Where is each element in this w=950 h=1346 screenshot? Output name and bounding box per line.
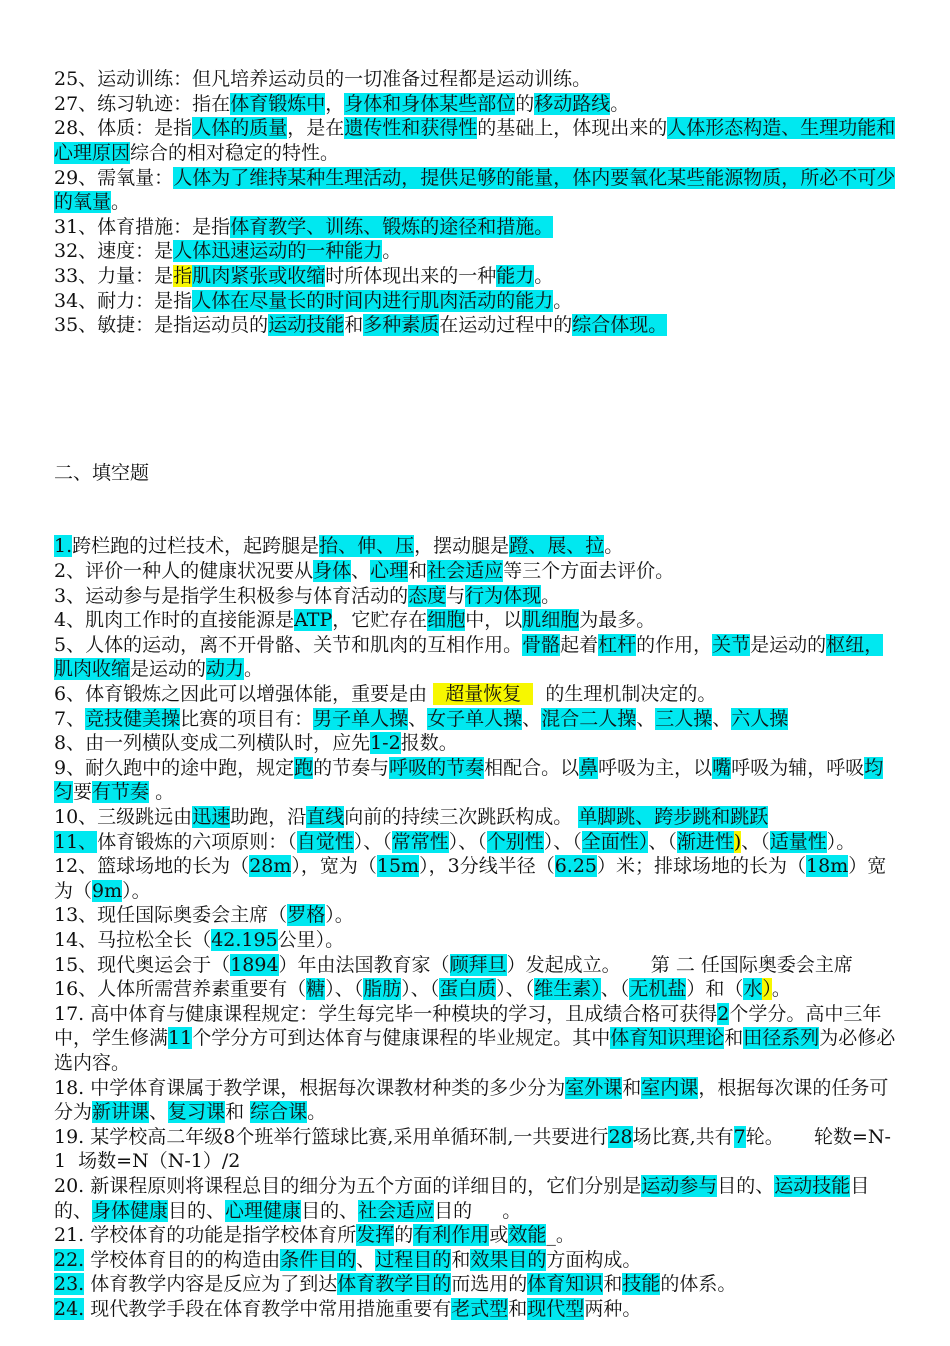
highlighted-text: 15m bbox=[376, 855, 420, 878]
text-segment: ），宽为（ bbox=[291, 855, 377, 878]
highlighted-text: 肌肉紧张或收缩 bbox=[192, 264, 326, 287]
definition-item bbox=[54, 166, 900, 215]
text-segment: 报数。 bbox=[400, 732, 458, 755]
text-segment: 为必修必选内容。 bbox=[54, 1027, 896, 1074]
text-segment: 18. 中学体育课属于教学课，根据每次课教材种类的多少分为 bbox=[54, 1076, 566, 1099]
text-segment: 和 bbox=[622, 1076, 642, 1099]
text-segment: 32、速度：是 bbox=[54, 240, 174, 263]
highlighted-text: ） bbox=[762, 978, 772, 1001]
text-segment: 6、体育锻炼之因此可以增强体能，重要是由 bbox=[54, 683, 434, 706]
text-segment: 10、三级跳远由 bbox=[54, 806, 193, 828]
text-segment: 20. 新课程原则将课程总目的细分为五个方面的详细目的，它们分别是 bbox=[54, 1174, 642, 1197]
fill-blank-section bbox=[54, 534, 900, 1321]
text-segment: ）、（ bbox=[325, 978, 364, 1001]
text-segment: 跨栏跑的过栏技术，起跨腿是 bbox=[72, 535, 320, 558]
text-segment: 助跑，沿 bbox=[230, 806, 307, 828]
text-segment: ）米；排球场地的长为（ bbox=[597, 855, 807, 878]
text-segment: 体育教学内容是反应为了到达 bbox=[84, 1273, 338, 1296]
text-segment: 28、体质：是指 bbox=[54, 117, 193, 140]
fill-blank-item bbox=[54, 1002, 900, 1076]
text-segment: 起着 bbox=[560, 633, 599, 656]
text-segment: 的 bbox=[515, 92, 535, 115]
text-segment: 35、敏捷：是指运动员的 bbox=[54, 314, 269, 337]
highlighted-text: 男子单人操 bbox=[313, 707, 409, 730]
highlighted-text: 维生素） bbox=[534, 978, 601, 1001]
text-segment: ，是在 bbox=[287, 117, 345, 140]
text-segment: ）。 bbox=[325, 904, 354, 927]
definition-item bbox=[54, 264, 900, 289]
highlighted-text: 心理健康 bbox=[225, 1199, 302, 1222]
text-segment: 和 bbox=[408, 560, 428, 583]
text-segment: 7、 bbox=[54, 707, 86, 730]
text-segment: 是运动的 bbox=[130, 658, 207, 681]
blank-line bbox=[54, 387, 900, 412]
text-segment: 9、耐久跑中的途中跑，规定 bbox=[54, 756, 295, 779]
highlighted-text: 1-2 bbox=[370, 732, 401, 755]
text-segment: 比赛的项目有： bbox=[180, 707, 314, 730]
text-segment: 呼吸为辅，呼吸 bbox=[731, 756, 865, 779]
text-segment: 和 bbox=[508, 1297, 528, 1320]
text-segment: 体育锻炼的六项原则：（ bbox=[97, 830, 297, 853]
text-segment: 、 bbox=[351, 560, 371, 583]
highlighted-text: 条件目的 bbox=[280, 1248, 357, 1271]
highlighted-text: ) bbox=[733, 830, 742, 853]
text-segment: 个学分。高中三年中，学生修满 bbox=[54, 1002, 882, 1050]
fill-blank-item bbox=[54, 731, 900, 756]
highlighted-text: 均匀 bbox=[54, 756, 884, 804]
highlighted-text: 社会适应 bbox=[427, 560, 504, 583]
text-segment: 31、体育措施：是指 bbox=[54, 215, 231, 238]
text-segment: ， bbox=[325, 92, 345, 115]
highlighted-text: ATP bbox=[294, 609, 333, 632]
highlighted-text: 糖 bbox=[306, 978, 326, 1001]
highlighted-text: 28m bbox=[249, 855, 292, 878]
text-segment: 29、需氧量： bbox=[54, 166, 174, 189]
highlighted-text: 跑 bbox=[294, 756, 314, 779]
text-segment: 、 bbox=[149, 1101, 169, 1124]
definition-item bbox=[54, 67, 900, 92]
highlighted-text: 有节奏 bbox=[92, 781, 150, 804]
text-segment: 。 bbox=[771, 978, 791, 1001]
highlighted-text: 枢纽，肌肉收缩 bbox=[54, 633, 884, 681]
highlighted-text: 适量性 bbox=[769, 830, 827, 853]
fill-blank-item bbox=[54, 1272, 900, 1297]
highlighted-text: 嘴 bbox=[712, 756, 732, 779]
text-segment: 呼吸为主，以 bbox=[598, 756, 713, 779]
highlighted-text: 水 bbox=[743, 978, 763, 1001]
text-segment: 14、马拉松全长（ bbox=[54, 928, 212, 951]
text-segment: 的 bbox=[394, 1224, 414, 1247]
highlighted-text: 运动技能 bbox=[268, 314, 345, 337]
text-segment: ）。 bbox=[826, 830, 856, 853]
highlighted-text: 蛋白质 bbox=[439, 978, 497, 1001]
text-segment: 、 bbox=[408, 707, 428, 730]
text-segment: 的体系。 bbox=[660, 1273, 737, 1296]
text-segment: 。 bbox=[604, 535, 624, 558]
text-segment: 。 bbox=[382, 240, 402, 263]
highlighted-text: 个别性 bbox=[486, 830, 544, 853]
fill-blank-item bbox=[54, 1297, 900, 1322]
text-segment: 4、肌肉工作时的直接能源是 bbox=[54, 609, 295, 632]
text-segment: 目的 。 bbox=[434, 1199, 522, 1222]
highlighted-text: 身体健康 bbox=[92, 1199, 169, 1222]
highlighted-text: 7 bbox=[733, 1125, 746, 1148]
text-segment: 轮。 轮数=N-1 场数=N（N-1）/2 bbox=[54, 1125, 891, 1173]
highlighted-text: 无机盐 bbox=[629, 978, 687, 1001]
text-segment: 方面构成。 bbox=[546, 1248, 642, 1271]
fill-blank-item bbox=[54, 1125, 900, 1174]
definition-item bbox=[54, 215, 900, 240]
fill-blank-item bbox=[54, 953, 900, 978]
highlighted-text: 三人操 bbox=[655, 707, 713, 730]
highlighted-text: 复习课 bbox=[168, 1101, 226, 1124]
highlighted-text: 23. bbox=[54, 1273, 85, 1296]
highlighted-text: 全面性） bbox=[581, 830, 649, 853]
text-segment: 目的、 bbox=[54, 1174, 870, 1222]
text-segment: 5、人体的运动，离不开骨骼、关节和肌肉的互相作用。 bbox=[54, 633, 523, 656]
highlighted-text: 人体迅速运动的一种能力 bbox=[173, 240, 383, 263]
text-segment: 。 bbox=[610, 92, 630, 115]
highlighted-text: 脂肪 bbox=[363, 978, 402, 1001]
highlighted-text: 42.195 bbox=[211, 928, 278, 951]
text-segment: 、 bbox=[636, 707, 656, 730]
text-segment: 或 bbox=[489, 1224, 509, 1247]
highlighted-text: 竞技健美操 bbox=[85, 707, 181, 730]
text-segment: 15、现代奥运会于（ bbox=[54, 953, 231, 976]
highlighted-text: 室外课 bbox=[565, 1076, 623, 1099]
text-segment: 和 bbox=[225, 1101, 251, 1124]
highlighted-text: 混合二人操 bbox=[541, 707, 637, 730]
text-segment: 。 bbox=[244, 658, 264, 681]
text-segment: 的节奏与 bbox=[313, 756, 390, 779]
highlighted-text: 24. bbox=[54, 1297, 85, 1320]
text-segment: ，根据每次课的任务可分为 bbox=[54, 1076, 889, 1124]
text-segment: 的基础上，体现出来的 bbox=[477, 117, 668, 140]
text-segment: 等三个方面去评价。 bbox=[503, 560, 675, 583]
text-segment: ）、（ bbox=[448, 830, 487, 853]
highlighted-text: 移动路线 bbox=[534, 92, 611, 115]
highlighted-text: 2 bbox=[717, 1002, 730, 1025]
highlighted-text: 顾拜旦 bbox=[449, 953, 507, 976]
highlighted-text: 身体和身体某些部位 bbox=[344, 92, 516, 115]
text-segment: 场比赛,共有 bbox=[632, 1125, 734, 1148]
fill-blank-item bbox=[54, 830, 900, 855]
highlighted-text: 多种素质 bbox=[363, 314, 440, 337]
text-segment: 在运动过程中的 bbox=[439, 314, 573, 337]
highlighted-text: 过程目的 bbox=[375, 1248, 452, 1271]
highlighted-text: 效果目的 bbox=[470, 1248, 547, 1271]
highlighted-text: 直线 bbox=[306, 806, 345, 828]
text-segment: 33、力量：是 bbox=[54, 264, 174, 287]
highlighted-text: 渐进性 bbox=[676, 830, 734, 853]
text-segment: 。 bbox=[149, 781, 175, 804]
definition-item bbox=[54, 313, 900, 338]
text-segment: 要 bbox=[73, 781, 93, 804]
text-segment: 16、人体所需营养素重要有（ bbox=[54, 978, 307, 1001]
text-segment: _。 bbox=[546, 1224, 575, 1247]
highlighted-text: 人体为了维持某种生理活动，提供足够的能量，体内要氧化某些能源物质，所必不可少的氧量 bbox=[54, 166, 896, 214]
text-segment: ）、（ bbox=[496, 978, 535, 1001]
text-segment: 、 bbox=[522, 707, 542, 730]
text-segment: ）、（ bbox=[353, 830, 392, 853]
text-segment: ），3分线半径（ bbox=[419, 855, 555, 878]
highlighted-text: 指 bbox=[173, 264, 193, 287]
highlighted-text: 人体的质量 bbox=[192, 117, 288, 140]
text-segment: ）、（ bbox=[543, 830, 582, 853]
highlighted-text: 自觉性 bbox=[296, 830, 354, 853]
highlighted-text: 老式型 bbox=[451, 1297, 509, 1320]
highlighted-text: 6.25 bbox=[554, 855, 598, 878]
highlighted-text: 心理 bbox=[370, 560, 409, 583]
highlighted-text: 常常性 bbox=[391, 830, 449, 853]
fill-blank-item bbox=[54, 633, 900, 682]
text-segment: 和 bbox=[451, 1248, 471, 1271]
section-title: 二、填空题 bbox=[54, 461, 150, 484]
highlighted-text: 11 bbox=[168, 1027, 193, 1050]
highlighted-text: 技能 bbox=[622, 1273, 661, 1296]
text-segment: 、 bbox=[356, 1248, 376, 1271]
highlighted-text: 骨骼 bbox=[522, 633, 561, 656]
highlighted-text: 行为体现 bbox=[465, 584, 542, 607]
fill-blank-item bbox=[54, 534, 900, 559]
definition-item bbox=[54, 289, 900, 314]
fill-blank-item bbox=[54, 1223, 900, 1248]
text-segment: 3、运动参与是指学生积极参与体育活动的 bbox=[54, 584, 409, 607]
fill-blank-item bbox=[54, 756, 900, 805]
highlighted-text: 9m bbox=[92, 879, 123, 902]
text-segment: 是运动的 bbox=[750, 633, 827, 656]
highlighted-text: 体育知识 bbox=[527, 1273, 604, 1296]
highlighted-text: 运动技能 bbox=[774, 1174, 851, 1197]
highlighted-text: 迅速 bbox=[192, 806, 231, 828]
text-segment: 17. 高中体育与健康课程规定：学生每完毕一种模块的学习，且成绩合格可获得 bbox=[54, 1002, 718, 1025]
text-segment: 相配合。以 bbox=[484, 756, 580, 779]
fill-blank-item bbox=[54, 928, 900, 953]
highlighted-text: 能力 bbox=[496, 264, 535, 287]
text-segment: 。 bbox=[553, 289, 573, 312]
text-segment: 、 bbox=[712, 707, 732, 730]
highlighted-text: 女子单人操 bbox=[427, 707, 523, 730]
text-segment: 2、评价一种人的健康状况要从 bbox=[54, 560, 314, 583]
text-segment: 21. 学校体育的功能是指学校体育所 bbox=[54, 1224, 357, 1247]
text-segment: 。 bbox=[111, 191, 131, 214]
fill-blank-item bbox=[54, 1174, 900, 1223]
highlighted-text: 人体形态构造、生理功能和心理原因 bbox=[54, 117, 896, 164]
highlighted-text: 肌细胞 bbox=[522, 609, 580, 632]
highlighted-text: 田径系列 bbox=[743, 1027, 820, 1050]
highlighted-text: 运动参与 bbox=[641, 1174, 718, 1197]
text-segment: 、（ bbox=[648, 830, 677, 853]
fill-blank-item bbox=[54, 1076, 900, 1125]
definition-item bbox=[54, 239, 900, 264]
text-segment: 为最多。 bbox=[579, 609, 656, 632]
highlighted-text: 11、 bbox=[54, 830, 98, 853]
text-segment: ）宽为（ bbox=[54, 855, 887, 902]
definition-item bbox=[54, 92, 900, 117]
highlighted-text: 综合体现。 bbox=[572, 314, 668, 337]
text-segment: 13、现任国际奥委会主席（ bbox=[54, 904, 288, 927]
highlighted-text: 1894 bbox=[230, 953, 279, 976]
highlighted-text: 体育锻炼中 bbox=[230, 92, 326, 115]
text-segment: 个学分方可到达体育与健康课程的毕业规定。其中 bbox=[192, 1027, 611, 1050]
fill-blank-item bbox=[54, 854, 900, 903]
highlighted-text: 六人操 bbox=[731, 707, 789, 730]
fill-blank-item bbox=[54, 977, 900, 1002]
text-segment: 8、由一列横队变成二列横队时，应先 bbox=[54, 732, 371, 755]
fill-blank-item bbox=[54, 707, 900, 732]
highlighted-text: 罗格 bbox=[287, 904, 326, 927]
highlighted-text: 18m bbox=[806, 855, 849, 878]
text-segment: 、（ bbox=[741, 830, 770, 853]
text-segment: 现代教学手段在体育教学中常用措施重要有 bbox=[84, 1297, 452, 1320]
text-segment: 向前的持续三次跳跃构成。 bbox=[344, 806, 579, 828]
text-segment: 。 bbox=[307, 1101, 327, 1124]
highlighted-text: 体育教学目的 bbox=[337, 1273, 452, 1296]
fill-blank-item bbox=[54, 584, 900, 609]
text-segment: 。 bbox=[541, 584, 561, 607]
text-segment: 和 bbox=[724, 1027, 744, 1050]
highlighted-text: 蹬、展、拉 bbox=[509, 535, 605, 558]
text-segment: 。 bbox=[534, 264, 554, 287]
text-segment: 12、篮球场地的长为（ bbox=[54, 855, 250, 878]
highlighted-text: 杠杆 bbox=[598, 633, 637, 656]
text-segment: ）、（ bbox=[401, 978, 440, 1001]
fill-blank-item bbox=[54, 608, 900, 633]
text-segment: 的作用， bbox=[636, 633, 713, 656]
highlighted-text: 动力 bbox=[206, 658, 245, 681]
highlighted-text: 1. bbox=[54, 535, 73, 558]
text-segment: 与 bbox=[446, 584, 466, 607]
text-segment: 目的、 bbox=[301, 1199, 359, 1222]
text-segment: 34、耐力：是指 bbox=[54, 289, 193, 312]
text-segment: ）年由法国教育家（ bbox=[278, 953, 450, 976]
text-segment: ，它贮存在 bbox=[332, 609, 428, 632]
text-segment: 27、练习轨迹：指在 bbox=[54, 92, 231, 115]
highlighted-text: 现代型 bbox=[527, 1297, 585, 1320]
fill-blank-item bbox=[54, 1248, 900, 1273]
highlighted-text: 体育教学、训练、锻炼的途径和措施。 bbox=[230, 215, 554, 238]
highlighted-text: 身体 bbox=[313, 560, 352, 583]
highlighted-text: 体育知识理论 bbox=[610, 1027, 725, 1050]
fill-blank-item bbox=[54, 903, 900, 928]
text-segment: 25、运动训练：但凡培养运动员的一切准备过程都是运动训练。 bbox=[54, 68, 592, 91]
highlighted-text: 单脚跳、跨步跳和跳跃 bbox=[578, 806, 769, 828]
text-segment: 中，以 bbox=[465, 609, 523, 632]
text-segment: 公里）。 bbox=[277, 928, 345, 951]
text-segment: 目的、 bbox=[717, 1174, 775, 1197]
highlighted-text: 呼吸的节奏 bbox=[389, 756, 485, 779]
text-segment: ，摆动腿是 bbox=[414, 535, 510, 558]
text-segment: 和 bbox=[603, 1273, 623, 1296]
text-segment: 、（ bbox=[600, 978, 630, 1001]
text-segment: 的生理机制决定的。 bbox=[533, 683, 717, 706]
highlighted-text: 28 bbox=[608, 1125, 633, 1148]
highlighted-text: 超量恢复 bbox=[433, 683, 534, 706]
highlighted-text: 综合课 bbox=[250, 1101, 308, 1124]
highlighted-text: 鼻 bbox=[579, 756, 599, 779]
fill-blank-item bbox=[54, 805, 900, 830]
text-segment: 学校体育目的的构造由 bbox=[84, 1248, 281, 1271]
highlighted-text: 22. bbox=[54, 1248, 85, 1271]
highlighted-text: 关节 bbox=[712, 633, 751, 656]
text-segment: 时所体现出来的一种 bbox=[325, 264, 497, 287]
text-segment: ）发起成立。 第 二 任国际奥委会主席 bbox=[506, 953, 853, 976]
text-segment: ）。 bbox=[122, 879, 151, 902]
highlighted-text: 发挥 bbox=[356, 1224, 395, 1247]
highlighted-text: 社会适应 bbox=[358, 1199, 435, 1222]
fill-blank-item bbox=[54, 559, 900, 584]
text-segment: 而选用的 bbox=[451, 1273, 528, 1296]
text-segment: ）和（ bbox=[686, 978, 744, 1001]
text-segment: 目的、 bbox=[168, 1199, 226, 1222]
highlighted-text: 遗传性和获得性 bbox=[344, 117, 478, 140]
definitions-section bbox=[54, 67, 900, 338]
highlighted-text: 室内课 bbox=[641, 1076, 699, 1099]
text-segment: 综合的相对稳定的特性。 bbox=[130, 141, 340, 164]
highlighted-text: 细胞 bbox=[427, 609, 466, 632]
highlighted-text: 抬、伸、压 bbox=[319, 535, 415, 558]
highlighted-text: 新讲课 bbox=[92, 1101, 150, 1124]
text-segment: 19. 某学校高二年级8个班举行篮球比赛,采用单循环制,一共要进行 bbox=[54, 1125, 609, 1148]
fill-blank-item bbox=[54, 682, 900, 707]
highlighted-text: 效能 bbox=[508, 1224, 547, 1247]
highlighted-text: 态度 bbox=[408, 584, 447, 607]
definition-item bbox=[54, 116, 900, 165]
text-segment: 和 bbox=[344, 314, 364, 337]
highlighted-text: 人体在尽量长的时间内进行肌肉活动的能力 bbox=[192, 289, 554, 312]
text-segment: 两种。 bbox=[584, 1297, 642, 1320]
highlighted-text: 有利作用 bbox=[413, 1224, 490, 1247]
